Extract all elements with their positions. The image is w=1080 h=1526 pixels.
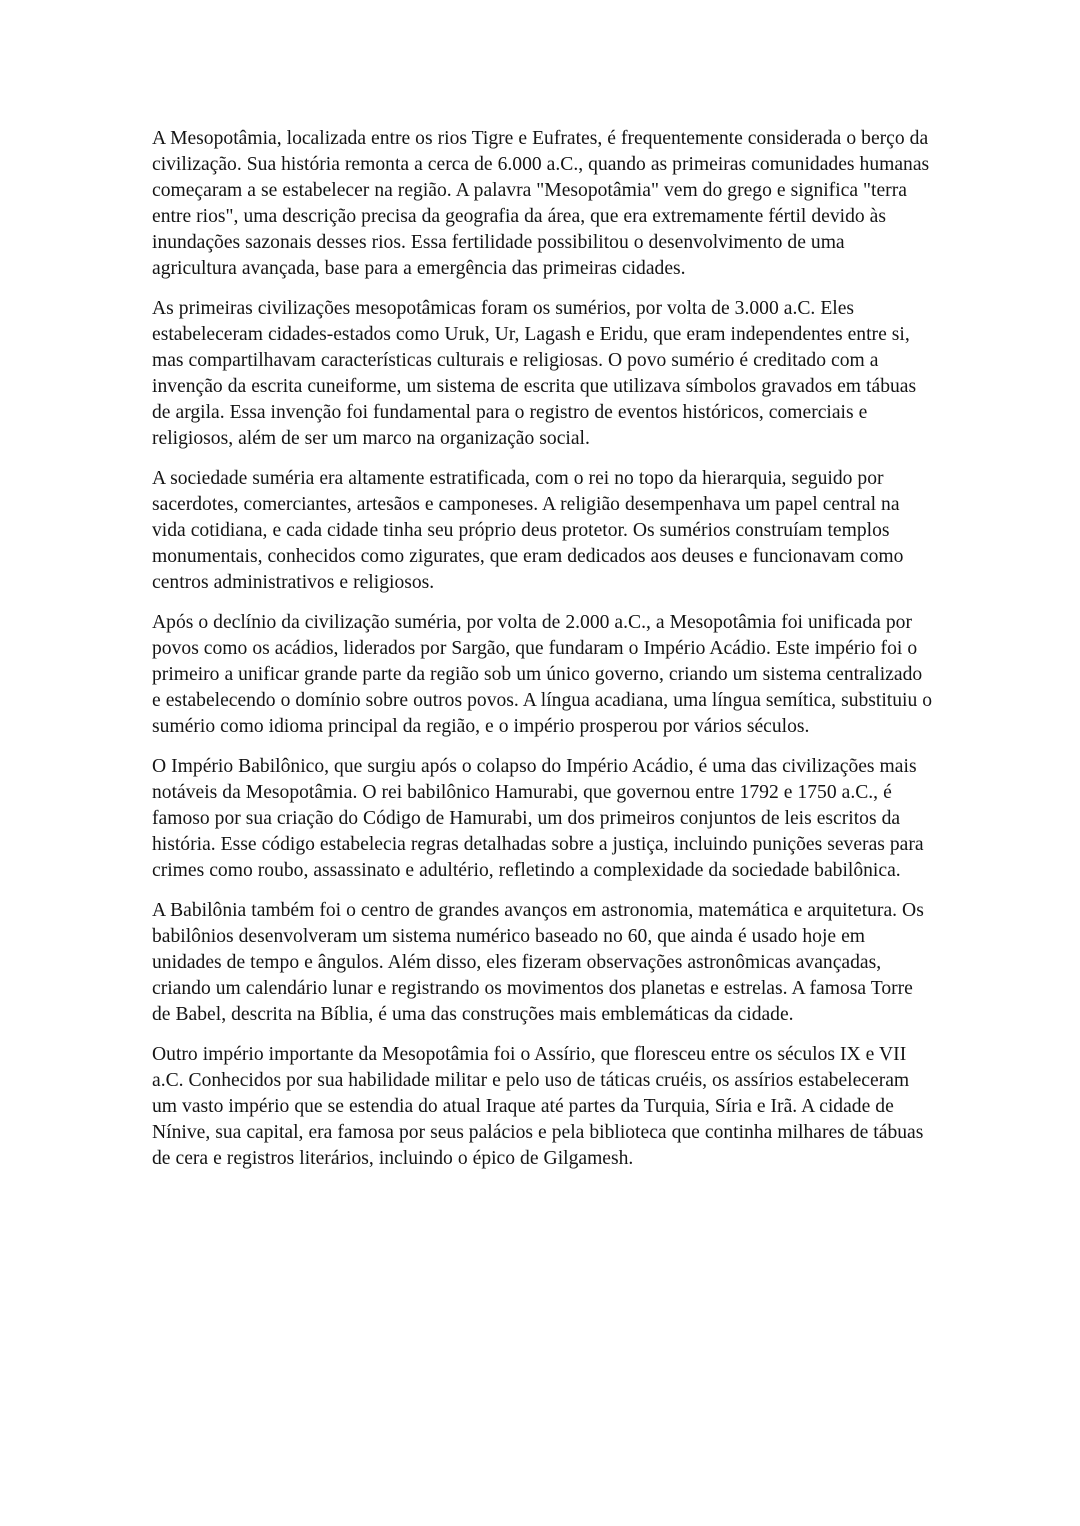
paragraph-7: Outro império importante da Mesopotâmia foi o Assírio, que floresceu entre os séculos IX e VII a.C. Conhecidos por sua habilidade militar e pelo uso de táticas cruéis, os assírios estabeleceram um vasto império que se estendia do atual Iraque até partes da Turquia, Síria e Irã. A cidade de Nínive, sua capital, era famosa por seus palácios e pela biblioteca que continha milhares de tábuas de cera e registros literários, incluindo o épico de Gilgamesh. [152,1044,924,1169]
paragraph-4: Após o declínio da civilização suméria, por volta de 2.000 a.C., a Mesopotâmia foi unificada por povos como os acádios, liderados por Sargão, que fundaram o Império Acádio. Este império foi o primeiro a unificar grande parte da região sob um único governo, criando um sistema centralizado e estabelecendo o domínio sobre outros povos. A língua acadiana, uma língua semítica, substituiu o sumério como idioma principal da região, e o império prosperou por vários séculos. [152,612,933,737]
paragraph-1: A Mesopotâmia, localizada entre os rios Tigre e Eufrates, é frequentemente considerada o berço da civilização. Sua história remonta a cerca de 6.000 a.C., quando as primeiras comunidades humanas começaram a se estabelecer na região. A palavra "Mesopotâmia" vem do grego e significa "terra entre rios", uma descrição precisa da geografia da área, que era extremamente fértil devido às inundações sazonais desses rios. Essa fertilidade possibilitou o desenvolvimento de uma agricultura avançada, base para a emergência das primeiras cidades. [152,128,930,279]
paragraph-3: A sociedade suméria era altamente estratificada, com o rei no topo da hierarquia, seguido por sacerdotes, comerciantes, artesãos e camponeses. A religião desempenhava um papel central na vida cotidiana, e cada cidade tinha seu próprio deus protetor. Os sumérios construíam templos monumentais, conhecidos como zigurates, que eram dedicados aos deuses e funcionavam como centros administrativos e religiosos. [152,468,904,593]
paragraph-6: A Babilônia também foi o centro de grandes avanços em astronomia, matemática e arquitetura. Os babilônios desenvolveram um sistema numérico baseado no 60, que ainda é usado hoje em unidades de tempo e ângulos. Além disso, eles fizeram observações astronômicas avançadas, criando um calendário lunar e registrando os movimentos dos planetas e estrelas. A famosa Torre de Babel, descrita na Bíblia, é uma das construções mais emblemáticas da cidade. [152,900,924,1025]
paragraph-5: O Império Babilônico, que surgiu após o colapso do Império Acádio, é uma das civilizações mais notáveis da Mesopotâmia. O rei babilônico Hamurabi, que governou entre 1792 e 1750 a.C., é famoso por sua criação do Código de Hamurabi, um dos primeiros conjuntos de leis escritos da história. Esse código estabelecia regras detalhadas sobre a justiça, incluindo punições severas para crimes como roubo, assassinato e adultério, refletindo a complexidade da sociedade babilônica. [152,756,924,881]
paragraph-2: As primeiras civilizações mesopotâmicas foram os sumérios, por volta de 3.000 a.C. Eles estabeleceram cidades-estados como Uruk, Ur, Lagash e Eridu, que eram independentes entre si, mas compartilhavam características culturais e religiosas. O povo sumério é creditado com a invenção da escrita cuneiforme, um sistema de escrita que utilizava símbolos gravados em tábuas de argila. Essa invenção foi fundamental para o registro de eventos históricos, comerciais e religiosos, além de ser um marco na organização social. [152,298,917,449]
document-text-body [152,126,934,1172]
